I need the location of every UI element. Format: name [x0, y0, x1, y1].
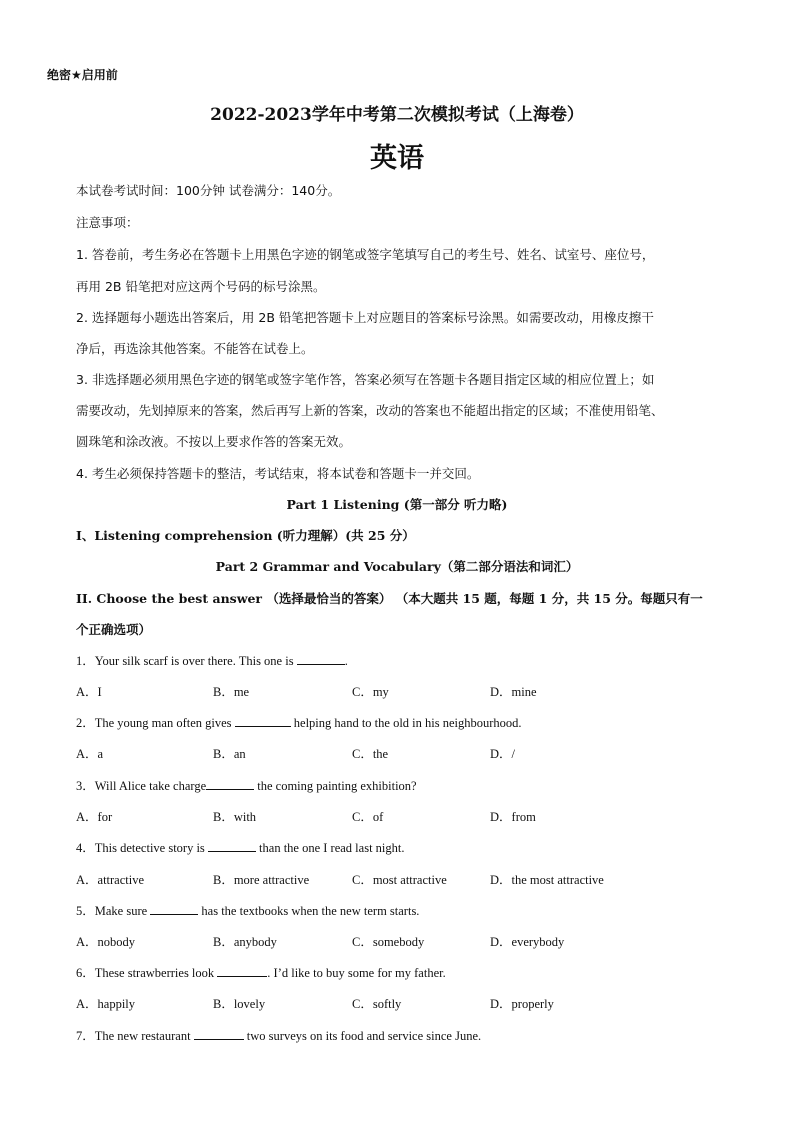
- note-line-8: 4. 考生必须保持答题卡的整洁，考试结束，将本试卷和答题卡一并交回。: [76, 466, 480, 481]
- option-b: B．more attractive: [213, 873, 310, 887]
- question-1: [76, 651, 348, 669]
- answer-blank: [206, 778, 254, 790]
- question-text: 3．Will Alice take charge: [76, 779, 207, 793]
- question-3: [76, 776, 417, 794]
- option-b: B．lovely: [213, 997, 266, 1011]
- answer-blank: [194, 1028, 244, 1040]
- option-a: A．a: [76, 747, 104, 761]
- option-c: C．the: [352, 747, 389, 761]
- question-text: 4．This detective story is: [76, 841, 208, 855]
- option-d: D．everybody: [490, 935, 565, 949]
- note-line-4: 净后，再选涂其他答案。不能答在试卷上。: [76, 341, 314, 356]
- option-d: D．the most attractive: [490, 873, 604, 887]
- note-line-3: 2. 选择题每小题选出答案后，用 2B 铅笔把答题卡上对应题目的答案标号涂黑。如需要改动，用橡皮擦干: [76, 310, 654, 325]
- option-a: A．for: [76, 810, 113, 824]
- option-b: B．me: [213, 685, 250, 699]
- option-c: C．of: [352, 810, 384, 824]
- question-text: two surveys on its food and service since June.: [243, 1029, 482, 1043]
- answer-blank: [217, 965, 267, 977]
- question-text: helping hand to the old in his neighbourhood.: [290, 716, 522, 730]
- option-a: A．I: [76, 685, 102, 699]
- option-a: A．attractive: [76, 873, 145, 887]
- time-score-line: 本试卷考试时间：100分钟 试卷满分：140分。: [76, 183, 341, 198]
- question-text: the coming painting exhibition?: [254, 779, 417, 793]
- option-a: A．happily: [76, 997, 136, 1011]
- question-4: [76, 838, 405, 856]
- option-c: C．most attractive: [352, 873, 447, 887]
- question-7: [76, 1026, 481, 1044]
- option-c: C．somebody: [352, 935, 425, 949]
- choose-heading-line1: II. Choose the best answer （选择最恰当的答案） （本大题共 15 题，每题 1 分，共 15 分。每题只有一: [76, 591, 703, 606]
- question-text: 2．The young man often gives: [76, 716, 235, 730]
- option-b: B．with: [213, 810, 257, 824]
- question-5: [76, 901, 419, 919]
- note-line-7: 圆珠笔和涂改液。不按以上要求作答的答案无效。: [76, 434, 352, 449]
- listening-heading: I、Listening comprehension (听力理解）(共 25 分）: [76, 528, 415, 543]
- option-a: A．nobody: [76, 935, 136, 949]
- question-text: than the one I read last night.: [255, 841, 405, 855]
- answer-blank: [297, 653, 345, 665]
- question-text: has the textbooks when the new term starts.: [198, 904, 420, 918]
- question-text: 5．Make sure: [76, 904, 151, 918]
- part1-heading: Part 1 Listening (第一部分 听力略): [286, 497, 508, 512]
- question-text: . I’d like to buy some for my father.: [267, 966, 446, 980]
- exam-title: 2022-2023学年中考第二次模拟考试（上海卷）: [210, 105, 584, 125]
- option-d: D．mine: [490, 685, 537, 699]
- notice-title: 注意事项：: [76, 215, 139, 230]
- question-text: 7．The new restaurant: [76, 1029, 194, 1043]
- option-c: C．softly: [352, 997, 402, 1011]
- note-line-2: 再用 2B 铅笔把对应这两个号码的标号涂黑。: [76, 279, 326, 294]
- answer-blank: [235, 715, 291, 727]
- option-b: B．anybody: [213, 935, 277, 949]
- option-d: D．from: [490, 810, 536, 824]
- option-d: D．/: [490, 747, 516, 761]
- question-6: [76, 963, 446, 981]
- confidential-label: 绝密★启用前: [47, 68, 118, 82]
- option-d: D．properly: [490, 997, 554, 1011]
- note-line-1: 1. 答卷前，考生务必在答题卡上用黑色字迹的钢笔或签字笔填写自己的考生号、姓名、试室号、座位号，: [76, 247, 655, 262]
- question-text: .: [344, 654, 348, 668]
- subject-title: 英语: [370, 143, 424, 174]
- question-text: 6．These strawberries look: [76, 966, 218, 980]
- option-b: B．an: [213, 747, 246, 761]
- note-line-6: 需要改动，先划掉原来的答案，然后再写上新的答案，改动的答案也不能超出指定的区域；不准使用铅笔、: [76, 403, 664, 418]
- question-2: [76, 713, 522, 731]
- question-text: 1．Your silk scarf is over there. This one is: [76, 654, 297, 668]
- answer-blank: [208, 840, 256, 852]
- choose-heading-line2: 个正确选项）: [76, 622, 152, 637]
- answer-blank: [150, 903, 198, 915]
- option-c: C．my: [352, 685, 389, 699]
- part2-heading: Part 2 Grammar and Vocabulary（第二部分语法和词汇）: [215, 559, 579, 574]
- note-line-5: 3. 非选择题必须用黑色字迹的钢笔或签字笔作答，答案必须写在答题卡各题目指定区域的相应位置上；如: [76, 372, 655, 387]
